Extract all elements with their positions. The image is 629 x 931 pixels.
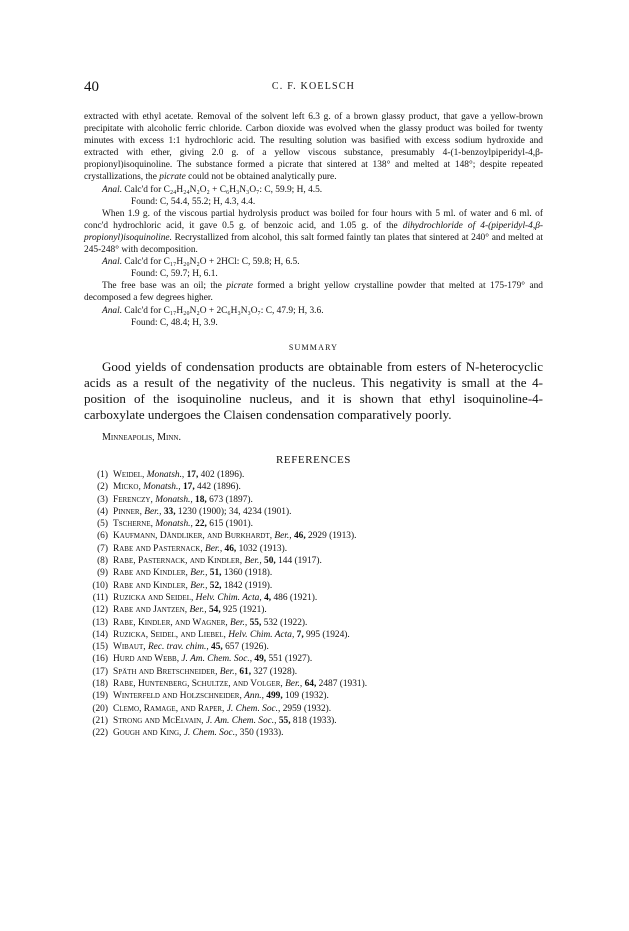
reference-journal: Monatsh.,	[155, 494, 193, 505]
reference-item	[84, 592, 543, 604]
reference-number: (10)	[92, 580, 108, 591]
references-heading: REFERENCES	[275, 453, 352, 466]
reference-authors: Weidel,	[113, 469, 145, 480]
reference-body	[113, 506, 291, 518]
analysis-calc: Calc'd for C₁₇H₂₀N₂O + 2HCl: C, 59.8; H, 6.5.	[122, 257, 300, 268]
reference-volume: 18,	[195, 494, 207, 505]
reference-volume: 33,	[163, 506, 176, 517]
reference-journal: Ber.,	[274, 531, 292, 542]
reference-body	[113, 666, 297, 678]
reference-authors: Ruzicka, Seidel, and Liebel,	[113, 629, 226, 640]
reference-number: (21)	[92, 715, 108, 726]
reference-number: (18)	[92, 679, 108, 690]
reference-authors: Strong and McElvain,	[113, 715, 204, 726]
reference-item	[84, 580, 543, 592]
reference-number: (1)	[97, 469, 108, 480]
reference-body	[113, 604, 267, 616]
reference-body	[113, 469, 244, 481]
paragraph-3	[84, 280, 543, 304]
reference-item	[84, 567, 543, 579]
reference-item	[84, 469, 543, 481]
reference-authors: Clemo, Ramage, and Raper,	[113, 703, 225, 714]
reference-authors: Tscherne,	[113, 519, 153, 530]
reference-journal: Ber.,	[205, 543, 223, 554]
analysis-label: Anal.	[102, 184, 123, 195]
reference-number: (16)	[92, 654, 108, 665]
reference-details: 327 (1928).	[251, 666, 298, 677]
found-2: Found: C, 59.7; H, 6.1.	[131, 269, 218, 280]
reference-journal: J. Am. Chem. Soc.,	[181, 654, 253, 665]
reference-volume: 61,	[239, 666, 252, 677]
reference-item	[84, 678, 543, 690]
reference-volume: 46,	[224, 543, 237, 554]
analysis-3	[102, 305, 543, 317]
reference-journal: Ann.,	[244, 691, 264, 702]
reference-volume: 46,	[293, 531, 306, 542]
reference-authors: Kaufmann, Dändliker, and Burkhardt,	[113, 531, 273, 542]
reference-journal: Ber.,	[285, 679, 303, 690]
reference-body	[113, 629, 350, 641]
reference-number: (12)	[92, 605, 108, 616]
reference-volume: 55,	[249, 617, 262, 628]
reference-authors: Micko,	[113, 482, 141, 493]
reference-journal: Ber.,	[230, 617, 248, 628]
reference-volume: 50,	[264, 556, 276, 567]
reference-details: 657 (1926).	[222, 642, 269, 653]
reference-number: (4)	[97, 506, 108, 517]
reference-details: 532 (1922).	[261, 617, 308, 628]
reference-body	[113, 494, 253, 506]
paragraph-1-text: extracted with ethyl acetate. Removal of the solvent left 6.3 g. of a brown glassy product, that gave a yellow-brown precipitate with alcoholic ferric chloride. Carbon dioxide was evolved when the glassy product was boiled for twenty minutes with excess 1:1 hydrochloric acid. The resulting solution was basified with excess sodium hydroxide and extracted with ether, giving 2.0 g. of a yellow viscous substance, presumably 4-(1-benzoylpiperidyl-4,β-propionyl)isoquinoline. The substance formed a picrate that sintered at 138° and melted at 148°; despite repeated crystallizations, the	[84, 112, 543, 183]
reference-body	[113, 727, 283, 739]
reference-details: 350 (1933).	[237, 728, 284, 739]
reference-volume: 51,	[209, 568, 222, 579]
reference-journal: Helv. Chim. Acta,	[228, 629, 295, 640]
reference-volume: 64,	[304, 679, 317, 690]
reference-journal: Monatsh.,	[155, 519, 193, 530]
reference-body	[113, 703, 331, 715]
reference-journal: Ber.,	[190, 568, 208, 579]
reference-item	[84, 629, 543, 641]
reference-body	[113, 555, 322, 567]
reference-details: 925 (1921).	[220, 605, 267, 616]
reference-body	[113, 481, 241, 493]
paragraph-1-emphasis: picrate	[159, 172, 186, 183]
reference-number: (19)	[92, 691, 108, 702]
reference-number: (11)	[92, 592, 108, 603]
reference-body	[113, 653, 312, 665]
reference-details: 1230 (1900); 34, 4234 (1901).	[175, 506, 292, 517]
paragraph-3-end: formed a bright yellow crystalline powder that melted at 175-179° and decomposed a few degrees higher.	[84, 281, 543, 304]
reference-item	[84, 666, 543, 678]
reference-item	[84, 727, 543, 739]
reference-item	[84, 543, 543, 555]
reference-item	[84, 494, 543, 506]
reference-volume: 17,	[182, 482, 195, 493]
reference-journal: J. Am. Chem. Soc.,	[205, 715, 277, 726]
analysis-label: Anal.	[102, 257, 123, 268]
reference-number: (17)	[92, 666, 108, 677]
reference-authors: Rabe and Jantzen,	[113, 605, 188, 616]
reference-authors: Rabe and Kindler,	[113, 568, 188, 579]
reference-item	[84, 481, 543, 493]
reference-volume: 49,	[254, 654, 267, 665]
reference-item	[84, 703, 543, 715]
reference-volume: 4,	[264, 592, 272, 603]
reference-item	[84, 506, 543, 518]
reference-journal: Ber.,	[219, 666, 237, 677]
reference-body	[113, 567, 272, 579]
paragraph-2-end: Recrystallized from alcohol, this salt formed faintly tan plates that sintered at 240° and melted at 245-248° with decomposition.	[84, 232, 543, 256]
reference-authors: Rabe, Huntenberg, Schultze, and Volger,	[113, 679, 283, 690]
reference-item	[84, 604, 543, 616]
reference-body	[113, 678, 367, 690]
reference-authors: Rabe, Kindler, and Wagner,	[113, 617, 228, 628]
reference-details: 2487 (1931).	[316, 679, 368, 690]
analysis-label: Anal.	[102, 305, 123, 316]
paragraph-2	[84, 208, 543, 256]
reference-details: 2929 (1913).	[305, 531, 357, 542]
paragraph-2-text: When 1.9 g. of the viscous partial hydrolysis product was boiled for four hours with 5 ml. of water and 6 ml. of conc'd hydrochloric acid, it gave 0.5 g. of benzoic acid, and 1.05 g. of the	[84, 208, 543, 231]
reference-authors: Rabe and Kindler,	[113, 580, 188, 591]
reference-details: 1360 (1918).	[221, 568, 273, 579]
reference-details: 818 (1933).	[290, 715, 337, 726]
reference-volume: 55,	[278, 715, 291, 726]
reference-item	[84, 690, 543, 702]
reference-details: 144 (1917).	[275, 556, 322, 567]
reference-number: (3)	[97, 494, 108, 505]
reference-volume: 54,	[208, 605, 221, 616]
reference-authors: Gough and King,	[113, 728, 182, 739]
reference-body	[113, 543, 287, 555]
reference-body	[113, 592, 317, 604]
reference-authors: Winterfeld and Holzschneider,	[113, 691, 242, 702]
reference-details: 1032 (1913).	[236, 543, 288, 554]
reference-journal: Ber.,	[144, 506, 162, 517]
reference-authors: Ferenczy,	[113, 494, 153, 505]
reference-number: (20)	[92, 703, 108, 714]
reference-number: (13)	[92, 617, 108, 628]
reference-journal: Ber.,	[244, 556, 262, 567]
reference-number: (15)	[92, 642, 108, 653]
reference-body	[113, 617, 307, 629]
reference-body	[113, 518, 253, 530]
reference-journal: Helv. Chim. Acta,	[195, 592, 262, 603]
reference-details: 673 (1897).	[206, 494, 253, 505]
analysis-calc: Calc'd for C₁₇H₂₀N₂O + 2C₆H₃N₃O₇: C, 47.9; H, 3.6.	[122, 305, 324, 316]
reference-volume: 17,	[186, 469, 199, 480]
reference-body	[113, 530, 356, 542]
analysis-2	[102, 256, 543, 268]
reference-volume: 52,	[209, 580, 222, 591]
reference-volume: 22,	[195, 519, 207, 530]
reference-number: (9)	[97, 568, 108, 579]
reference-item	[84, 653, 543, 665]
page-header	[84, 79, 543, 99]
reference-item	[84, 555, 543, 567]
paragraph-1-end: could not be obtained analytically pure.	[185, 172, 337, 183]
reference-details: 995 (1924).	[303, 629, 350, 640]
reference-details: 442 (1896).	[194, 482, 241, 493]
reference-volume: 7,	[296, 629, 304, 640]
reference-details: 109 (1932).	[282, 691, 329, 702]
reference-journal: Ber.,	[189, 605, 207, 616]
reference-details: 2959 (1932).	[280, 703, 332, 714]
reference-journal: Monatsh.,	[143, 482, 181, 493]
reference-item	[84, 518, 543, 530]
analysis-1	[102, 184, 543, 196]
reference-authors: Pinner,	[113, 506, 142, 517]
reference-details: 486 (1921).	[271, 592, 318, 603]
reference-number: (6)	[97, 531, 108, 542]
paragraph-1	[84, 111, 543, 184]
reference-journal: J. Chem. Soc.,	[183, 728, 238, 739]
reference-details: 615 (1901).	[206, 519, 253, 530]
reference-authors: Wibaut,	[113, 642, 146, 653]
reference-journal: J. Chem. Soc.,	[226, 703, 281, 714]
found-1: Found: C, 54.4, 55.2; H, 4.3, 4.4.	[131, 196, 256, 207]
analysis-calc: Calc'd for C₂₄H₂₄N₂O₂ + C₆H₃N₃O₇: C, 59.9; H, 4.5.	[122, 184, 323, 195]
reference-body	[113, 715, 337, 727]
reference-authors: Rabe, Pasternack, and Kindler,	[113, 556, 243, 567]
reference-volume: 45,	[211, 642, 223, 653]
paragraph-2-emphasis: dihydrochloride of 4-(piperidyl-4,β-propionyl)isoquinoline.	[84, 220, 543, 243]
running-head: C. F. KOELSCH	[271, 81, 356, 92]
author-location: Minneapolis, Minn.	[102, 431, 181, 443]
reference-journal: Ber.,	[190, 580, 208, 591]
paragraph-3-text: The free base was an oil; the	[102, 281, 227, 292]
reference-authors: Hurd and Webb,	[113, 654, 180, 665]
reference-body	[113, 580, 272, 592]
reference-item	[84, 715, 543, 727]
found-3: Found: C, 48.4; H, 3.9.	[131, 317, 218, 328]
reference-body	[113, 690, 329, 702]
reference-number: (7)	[97, 543, 108, 554]
summary-text: Good yields of condensation products are obtainable from esters of N-heterocyclic acids as a result of the negativity of the nucleus. This negativity is small at the 4-position of the isoquinoline nucleus, and it is shown that ethyl isoquinoline-4-carboxylate undergoes the Claisen condensation comparatively poorly.	[84, 358, 543, 422]
reference-details: 402 (1896).	[198, 469, 245, 480]
page-body	[84, 111, 543, 740]
reference-authors: Ruzicka and Seidel,	[113, 592, 194, 603]
reference-number: (2)	[97, 482, 108, 493]
reference-authors: Späth and Bretschneider,	[113, 666, 218, 677]
reference-volume: 499,	[266, 691, 283, 702]
summary-heading: SUMMARY	[288, 342, 339, 352]
reference-details: 551 (1927).	[266, 654, 313, 665]
references-list	[84, 469, 543, 740]
reference-number: (14)	[92, 629, 108, 640]
reference-body	[113, 641, 269, 653]
reference-item	[84, 641, 543, 653]
page-number: 40	[84, 79, 99, 95]
reference-journal: Monatsh.,	[146, 469, 185, 480]
reference-journal: Rec. trav. chim.,	[147, 642, 209, 653]
reference-number: (8)	[97, 556, 108, 567]
reference-details: 1842 (1919).	[221, 580, 273, 591]
reference-item	[84, 617, 543, 629]
reference-authors: Rabe and Pasternack,	[113, 543, 203, 554]
reference-number: (22)	[92, 728, 108, 739]
reference-number: (5)	[97, 519, 108, 530]
reference-item	[84, 530, 543, 542]
paragraph-3-emphasis: picrate	[226, 281, 253, 292]
